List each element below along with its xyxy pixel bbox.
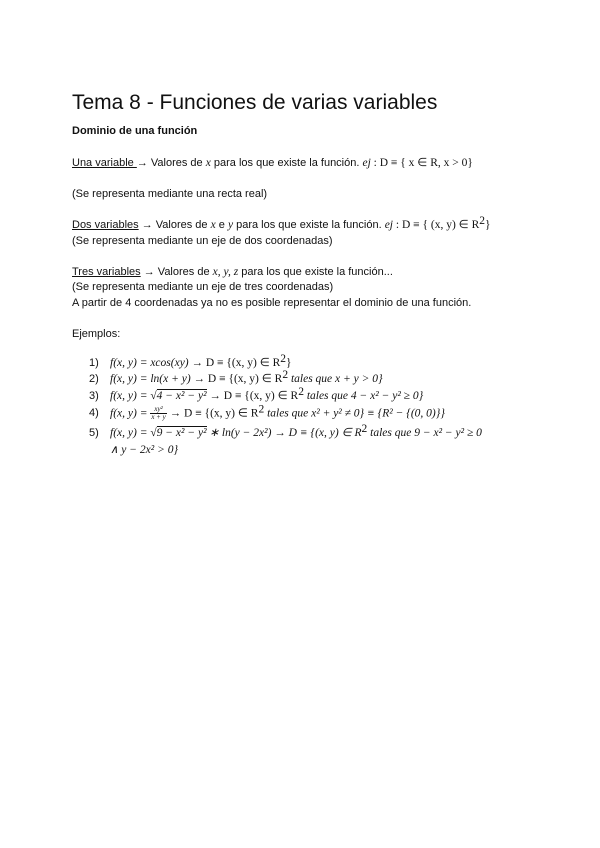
section-heading: Dominio de una función bbox=[72, 125, 198, 137]
example-item: 4) f(x, y) = $\frac{\text{xy²}}{x + y}$ → D ≡ {(x, y) ∈ $R^2$ tales que x² + y² ≠ 0} ≡ {R² − {(0, 0)}} bbox=[89, 403, 445, 421]
example-item: 3) f(x, y) = √4 − x² − y² → D ≡ {(x, y) ∈ $R^2$ tales que 4 − x² − y² ≥ 0} bbox=[89, 386, 424, 402]
one-variable-label: Una variable bbox=[72, 157, 137, 169]
example-item: 2) f(x, y) = ln(x + y) → D ≡ {(x, y) ∈ $R^2$ tales que x + y > 0} bbox=[89, 369, 383, 385]
domain-formula: : D ≡ { x ∈ R, x > 0} bbox=[370, 157, 473, 169]
domain-formula: : D ≡ { (x, y) ∈ R bbox=[393, 219, 480, 231]
examples-heading: Ejemplos: bbox=[72, 328, 121, 340]
example-item: 5) f(x, y) = √9 − x² − y² ∗ ln(y − 2x²) → D ≡ {(x, y) ∈ $R^2$ tales que 9 − x² − y² ≥ 0 bbox=[89, 423, 482, 439]
three-variable-line: Tres variables → Valores de x, y, z para los que existe la función... bbox=[72, 266, 393, 278]
sqrt-symbol: √ bbox=[150, 390, 157, 402]
two-variable-note: (Se representa mediante un eje de dos coordenadas) bbox=[72, 235, 333, 247]
arrow-symbol: → bbox=[140, 266, 158, 278]
arrow-symbol: → bbox=[138, 219, 156, 231]
arrow-symbol: → bbox=[136, 157, 148, 169]
one-variable-note: (Se representa mediante una recta real) bbox=[72, 188, 268, 200]
two-variable-label: Dos variables bbox=[72, 219, 139, 231]
four-coordinates-note: A partir de 4 coordenadas ya no es posible representar el dominio de una función. bbox=[72, 297, 472, 309]
sqrt-symbol: √ bbox=[150, 427, 157, 439]
page-title: Tema 8 - Funciones de varias variables bbox=[72, 91, 438, 114]
sqrt-radicand: 9 − x² − y² bbox=[156, 427, 207, 439]
two-variable-line: Dos variables → Valores de x e y para los que existe la función. ej : D ≡ { (x, y) ∈ $R^2$} bbox=[72, 215, 491, 231]
example-continuation: ∧ y − 2x² > 0} bbox=[110, 444, 179, 456]
one-variable-line: Una variable → Valores de x para los que existe la función. ej : D ≡ { x ∈ R, x > 0} bbox=[72, 157, 473, 169]
example-item: 1) f(x, y) = xcos(xy) → D ≡ {(x, y) ∈ $R^2$} bbox=[89, 353, 292, 369]
three-variable-label: Tres variables bbox=[72, 266, 141, 278]
three-variable-note: (Se representa mediante un eje de tres coordenadas) bbox=[72, 281, 334, 293]
fraction: $\frac{\text{xy²}}{x + y}$ bbox=[151, 405, 166, 421]
sqrt-radicand: 4 − x² − y² bbox=[156, 390, 207, 402]
